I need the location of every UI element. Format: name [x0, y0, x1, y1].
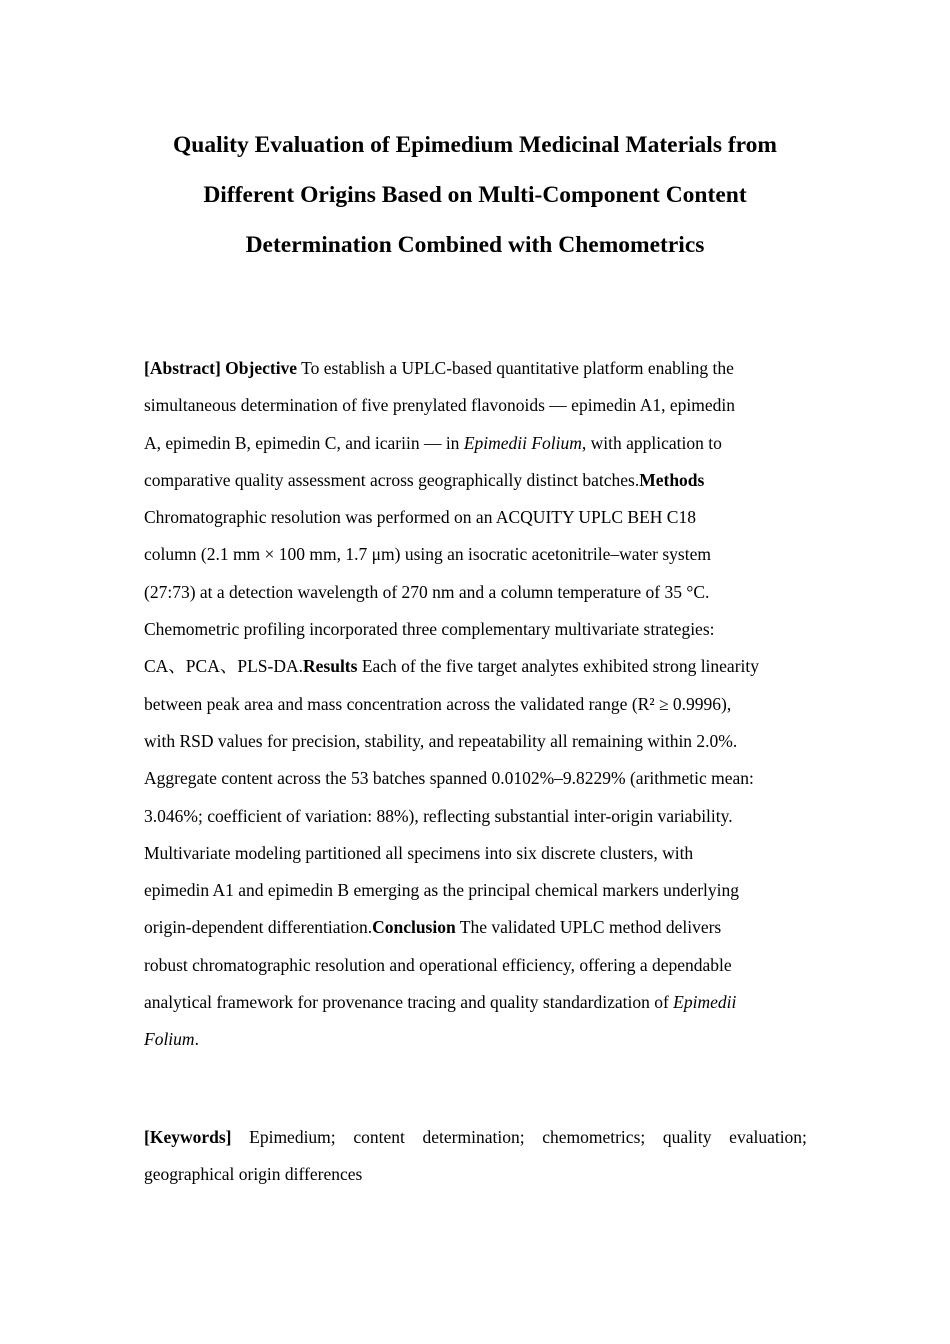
abstract-line: [144, 350, 814, 387]
abstract-line: epimedin A1 and epimedin B emerging as the principal chemical markers underlying: [144, 880, 739, 901]
title-line-1: Quality Evaluation of Epimedium Medicinal Materials from: [172, 132, 778, 158]
abstract-label: [Abstract]: [144, 358, 221, 378]
abstract-line: Aggregate content across the 53 batches spanned 0.0102%–9.8229% (arithmetic mean:: [144, 768, 754, 789]
title-line-3: Determination Combined with Chemometrics: [245, 232, 705, 258]
keyword-word: quality: [662, 1127, 712, 1147]
abstract-text: A, epimedin B, epimedin C, and icariin — in: [144, 432, 464, 453]
methods-label: Methods: [639, 469, 705, 490]
objective-label: Objective: [225, 358, 298, 378]
paper-title: [120, 120, 830, 270]
abstract-text: To establish a UPLC-based quantitative platform enabling the: [301, 358, 734, 378]
abstract-text: comparative quality assessment across geographically distinct batches.: [144, 469, 640, 490]
abstract-text: CA、PCA、PLS-DA.: [144, 656, 303, 677]
species-name: Epimedii: [673, 992, 737, 1013]
abstract-text: The validated UPLC method delivers: [455, 917, 722, 938]
species-name: Epimedii Folium: [463, 432, 582, 453]
species-name: Folium: [144, 1029, 195, 1050]
abstract-line: robust chromatographic resolution and operational efficiency, offering a dependable: [144, 954, 732, 975]
keywords-section: [144, 1119, 807, 1194]
abstract-line: [144, 425, 814, 462]
abstract-text: origin-dependent differentiation.: [144, 917, 373, 938]
abstract-line: Chromatographic resolution was performed on an ACQUITY UPLC BEH C18: [144, 507, 696, 528]
abstract-line: [144, 462, 814, 499]
abstract-text: analytical framework for provenance tracing and quality standardization of: [144, 992, 674, 1013]
abstract-line: 3.046%; coefficient of variation: 88%), reflecting substantial inter-origin variability.: [144, 805, 733, 826]
abstract-text: , with application to: [581, 432, 722, 453]
keyword-word: Epimedium;: [249, 1127, 336, 1147]
results-label: Results: [303, 656, 358, 677]
abstract-line: [144, 648, 814, 685]
abstract-text: Each of the five target analytes exhibited strong linearity: [357, 656, 760, 677]
abstract-line: simultaneous determination of five prenylated flavonoids — epimedin A1, epimedin: [144, 395, 735, 416]
keyword-word: chemometrics;: [542, 1127, 646, 1147]
abstract-line: (27:73) at a detection wavelength of 270 nm and a column temperature of 35 °C.: [144, 581, 710, 602]
keyword-word: content: [353, 1127, 405, 1147]
abstract-line: [144, 909, 814, 946]
conclusion-label: Conclusion: [372, 917, 456, 938]
keywords-line: [144, 1119, 807, 1156]
keyword-word: determination;: [422, 1127, 525, 1147]
keyword-word: evaluation;: [729, 1127, 807, 1147]
keywords-line: geographical origin differences: [144, 1164, 363, 1185]
abstract-text: .: [194, 1029, 199, 1050]
title-line-2: Different Origins Based on Multi-Component Content: [203, 182, 747, 208]
keywords-label: [Keywords]: [144, 1127, 232, 1147]
abstract-line: between peak area and mass concentration across the validated range (R² ≥ 0.9996),: [144, 693, 732, 714]
abstract-line: Multivariate modeling partitioned all specimens into six discrete clusters, with: [144, 842, 694, 863]
abstract-line: column (2.1 mm × 100 mm, 1.7 μm) using an isocratic acetonitrile–water system: [144, 544, 711, 565]
abstract-section: [144, 350, 814, 1059]
abstract-line: [144, 984, 814, 1021]
abstract-line: [144, 1021, 814, 1058]
abstract-line: with RSD values for precision, stability, and repeatability all remaining within 2.0%.: [144, 730, 738, 751]
abstract-line: Chemometric profiling incorporated three complementary multivariate strategies:: [144, 619, 715, 640]
